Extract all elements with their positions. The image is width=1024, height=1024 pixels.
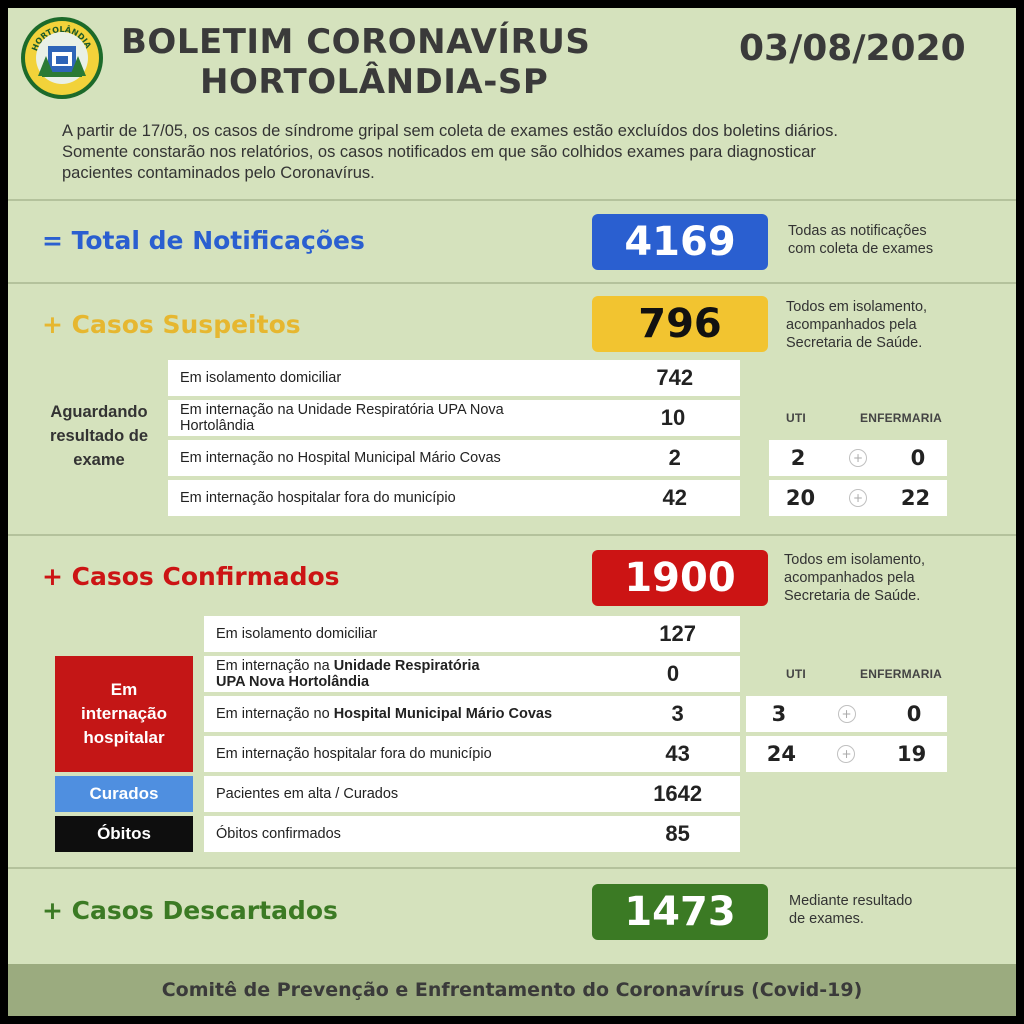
suspeitos-hosp-row-fora <box>769 480 947 516</box>
suspeitos-note-line-2: acompanhados pela <box>786 317 917 333</box>
suspeitos-row-upa <box>168 400 740 436</box>
row-label: Em isolamento domiciliar <box>180 370 342 386</box>
confirmados-row-upa <box>204 656 740 692</box>
row-value: 2 <box>668 445 681 470</box>
descartados-note <box>789 892 912 928</box>
suspeitos-note-line-3: Secretaria de Saúde. <box>786 335 923 351</box>
internacao-hospitalar-box <box>55 656 193 772</box>
enfermaria-value: 22 <box>900 486 931 510</box>
suspeitos-value-box <box>592 296 768 352</box>
row-label-part: Em internação no <box>216 706 334 722</box>
notificacoes-title: = Total de Notificações <box>42 226 365 255</box>
confirmados-row-isolamento <box>204 616 740 652</box>
obitos-box <box>55 816 193 852</box>
divider-3 <box>8 534 1016 536</box>
row-label-bold: Hospital Municipal Mário Covas <box>333 706 553 722</box>
confirmados-note <box>784 551 925 605</box>
title-line-2: HORTOLÂNDIA-SP <box>200 62 549 102</box>
aguardando-line-1: Aguardando <box>50 403 148 421</box>
plus-circle-icon: + <box>837 745 855 763</box>
confirmados-title: + Casos Confirmados <box>42 562 340 591</box>
confirmados-hosp-row-mario-covas <box>746 696 947 732</box>
bulletin-card <box>8 8 1016 1016</box>
confirmados-row-mario-covas <box>204 696 740 732</box>
divider-2 <box>8 282 1016 284</box>
row-label-bold: Unidade Respiratória <box>333 658 480 674</box>
uti-value: 3 <box>771 702 787 726</box>
plus-circle-icon: + <box>838 705 856 723</box>
descartados-note-line-1: Mediante resultado <box>789 893 913 909</box>
row-label: Em internação no Hospital Municipal Mário Covas <box>180 450 501 466</box>
row-label <box>204 658 546 690</box>
confirmados-uti-header: UTI <box>786 667 806 681</box>
city-logo <box>20 16 104 100</box>
notificacoes-note-line-1: Todas as notificações <box>788 223 927 239</box>
uti-value: 2 <box>790 446 806 470</box>
plus-circle-icon: + <box>849 489 867 507</box>
row-value: 0 <box>666 661 680 686</box>
aguardando-line-3: exame <box>73 451 125 469</box>
footer-bar <box>8 964 1016 1016</box>
suspeitos-row-fora <box>168 480 740 516</box>
notificacoes-note-line-2: com coleta de exames <box>788 241 934 257</box>
descartados-note-line-2: de exames. <box>789 911 864 927</box>
divider-1 <box>8 199 1016 201</box>
confirmados-note-line-1: Todos em isolamento, <box>784 552 926 568</box>
suspeitos-row-isolamento <box>168 360 740 396</box>
divider-4 <box>8 867 1016 869</box>
row-label <box>204 706 637 722</box>
obitos-label: Óbitos <box>97 824 151 843</box>
confirmados-value: 1900 <box>624 555 736 601</box>
logo-text: HORTOLÂNDIA <box>30 24 93 53</box>
row-value: 42 <box>662 485 687 510</box>
row-label-part: Em internação na <box>216 658 334 674</box>
aguardando-label <box>38 400 160 472</box>
bulletin-date: 03/08/2020 <box>739 28 966 69</box>
suspeitos-row-mario-covas <box>168 440 740 476</box>
uti-value: 20 <box>785 486 816 510</box>
confirmados-enfermaria-header: ENFERMARIA <box>860 667 942 681</box>
confirmados-note-line-2: acompanhados pela <box>784 570 915 586</box>
intro-text <box>62 121 962 184</box>
confirmados-row-curados <box>204 776 740 812</box>
row-value: 742 <box>656 365 694 390</box>
plus-circle-icon: + <box>849 449 867 467</box>
row-value: 10 <box>660 405 686 430</box>
row-value: 1642 <box>653 781 703 806</box>
curados-label: Curados <box>89 784 159 803</box>
notificacoes-note <box>788 222 933 258</box>
row-value: 43 <box>665 741 690 766</box>
confirmados-hosp-row-fora <box>746 736 947 772</box>
row-label: Em internação hospitalar fora do município <box>180 490 456 506</box>
suspeitos-value: 796 <box>638 301 722 347</box>
internacao-line-2: internação <box>81 704 167 723</box>
intro-line-1: A partir de 17/05, os casos de síndrome gripal sem coleta de exames estão excluídos dos boletins diários. <box>62 122 838 140</box>
row-label: Em isolamento domiciliar <box>216 626 378 642</box>
enfermaria-value: 19 <box>896 742 927 766</box>
enfermaria-value: 0 <box>906 702 922 726</box>
curados-box <box>55 776 193 812</box>
suspeitos-title: + Casos Suspeitos <box>42 310 301 339</box>
row-value: 85 <box>665 821 690 846</box>
notificacoes-value: 4169 <box>624 219 736 265</box>
row-label: Em internação hospitalar fora do município <box>216 746 492 762</box>
descartados-value-box <box>592 884 768 940</box>
row-label: Pacientes em alta / Curados <box>216 786 399 802</box>
intro-line-2: Somente constarão nos relatórios, os casos notificados em que são colhidos exames para diagnosticar <box>62 143 816 161</box>
notificacoes-value-box <box>592 214 768 270</box>
row-label: Em internação na Unidade Respiratória UPA Nova Hortolândia <box>180 402 504 434</box>
intro-line-3: pacientes contaminados pelo Coronavírus. <box>62 164 375 182</box>
suspeitos-note <box>786 298 927 352</box>
confirmados-value-box <box>592 550 768 606</box>
internacao-line-1: Em <box>110 680 138 699</box>
row-label: Óbitos confirmados <box>216 826 341 842</box>
internacao-line-3: hospitalar <box>83 728 165 747</box>
row-value: 127 <box>659 621 697 646</box>
enfermaria-value: 0 <box>910 446 926 470</box>
descartados-title: + Casos Descartados <box>42 896 338 925</box>
footer-text: Comitê de Prevenção e Enfrentamento do Coronavírus (Covid-19) <box>161 979 863 1001</box>
row-label-bold: UPA Nova Hortolândia <box>216 674 370 690</box>
title-line-1: BOLETIM CORONAVÍRUS <box>121 22 591 62</box>
confirmados-note-line-3: Secretaria de Saúde. <box>784 588 921 604</box>
suspeitos-note-line-1: Todos em isolamento, <box>786 299 928 315</box>
suspeitos-uti-header: UTI <box>786 411 806 425</box>
descartados-value: 1473 <box>624 889 736 935</box>
suspeitos-enfermaria-header: ENFERMARIA <box>860 411 942 425</box>
uti-value: 24 <box>766 742 796 766</box>
row-value: 3 <box>671 701 684 726</box>
confirmados-row-obitos <box>204 816 740 852</box>
aguardando-line-2: resultado de <box>49 427 149 445</box>
suspeitos-hosp-row-mario-covas <box>769 440 947 476</box>
confirmados-row-fora <box>204 736 740 772</box>
